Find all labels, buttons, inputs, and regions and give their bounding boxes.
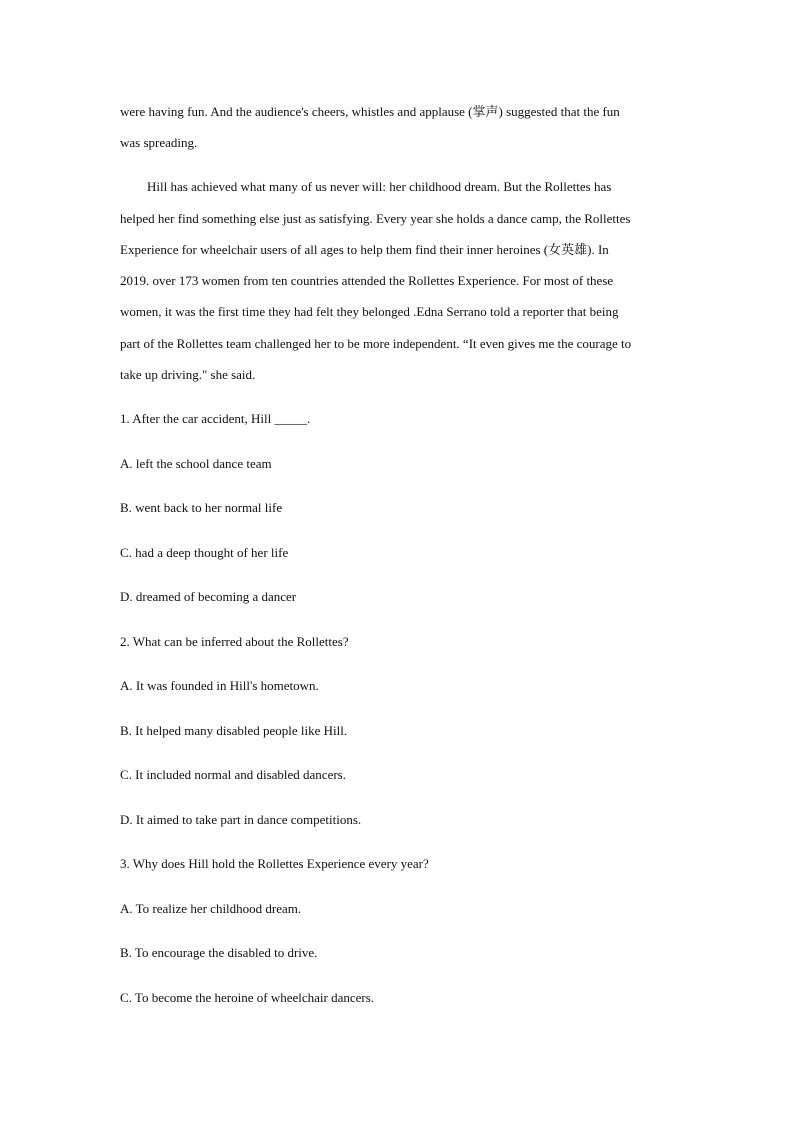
passage-line-1: were having fun. And the audience's cheers, whistles and applause (掌声) suggested that the fun: [120, 104, 620, 119]
option-b: B. It helped many disabled people like Hill.: [120, 723, 348, 738]
option-c: C. To become the heroine of wheelchair dancers.: [120, 990, 375, 1005]
option-a: A. left the school dance team: [120, 456, 272, 471]
passage-line-6: 2019. over 173 women from ten countries attended the Rollettes Experience. For most of these: [120, 273, 614, 288]
option-d: D. It aimed to take part in dance competitions.: [120, 812, 362, 827]
passage-line-4: helped her find something else just as satisfying. Every year she holds a dance camp, the Rollettes: [120, 211, 631, 226]
question-stem: 3. Why does Hill hold the Rollettes Experience every year?: [120, 856, 429, 871]
option-b: B. To encourage the disabled to drive.: [120, 945, 318, 960]
passage-line-2: was spreading.: [120, 135, 198, 150]
question-stem: 2. What can be inferred about the Rollettes?: [120, 634, 349, 649]
option-c: C. It included normal and disabled dancers.: [120, 767, 346, 782]
option-a: A. To realize her childhood dream.: [120, 901, 302, 916]
passage-line-3: Hill has achieved what many of us never will: her childhood dream. But the Rollettes has: [147, 179, 612, 194]
passage-line-8: part of the Rollettes team challenged her to be more independent. “It even gives me the courage to: [120, 336, 632, 351]
option-b: B. went back to her normal life: [120, 500, 283, 515]
question-stem: 1. After the car accident, Hill _____.: [120, 411, 311, 426]
option-c: C. had a deep thought of her life: [120, 545, 289, 560]
passage-line-9: take up driving." she said.: [120, 367, 256, 382]
option-d: D. dreamed of becoming a dancer: [120, 589, 297, 604]
passage-line-5: Experience for wheelchair users of all ages to help them find their inner heroines (女英雄). In: [120, 242, 609, 257]
passage-line-7: women, it was the first time they had felt they belonged .Edna Serrano told a reporter that being: [120, 304, 619, 319]
option-a: A. It was founded in Hill's hometown.: [120, 678, 319, 693]
